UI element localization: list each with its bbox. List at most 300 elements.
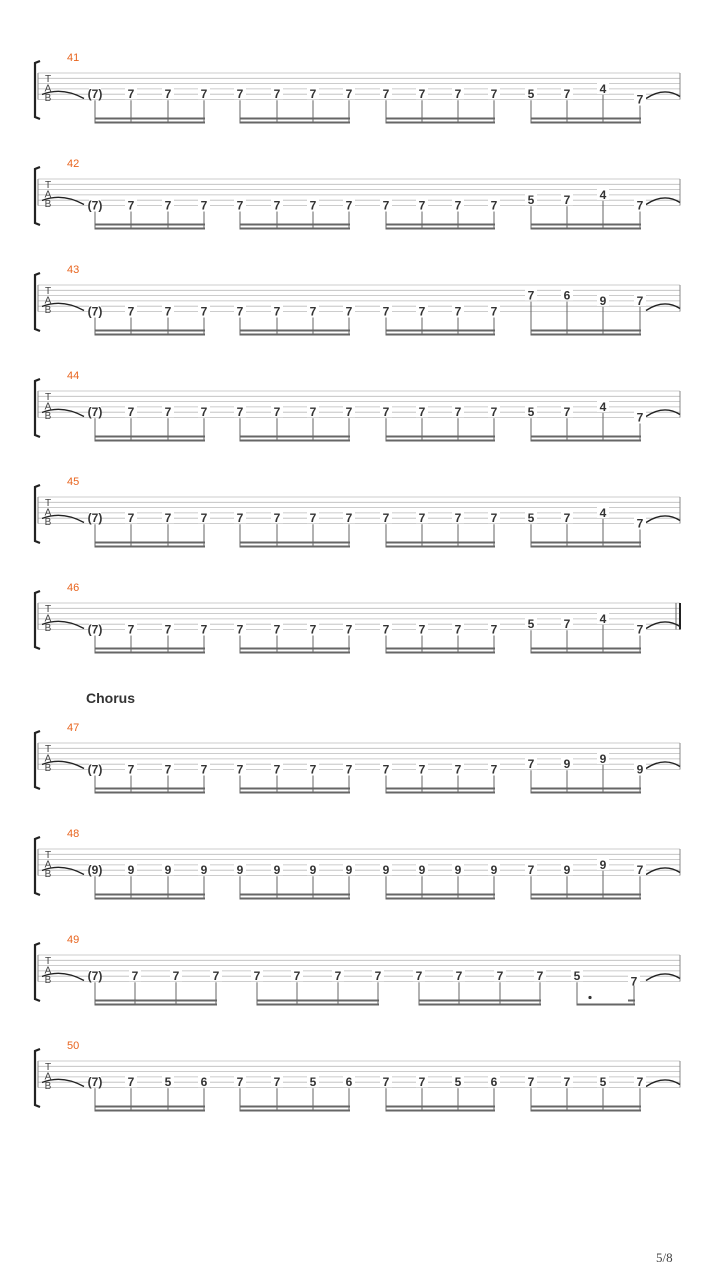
fret-number: 5	[573, 969, 581, 984]
fret-number: 5	[527, 511, 535, 526]
fret-number: 7	[490, 622, 498, 637]
fret-number: 7	[382, 304, 390, 319]
fret-number: 7	[127, 304, 135, 319]
fret-number: 7	[490, 198, 498, 213]
fret-number: 7	[636, 410, 644, 425]
fret-number: 7	[200, 622, 208, 637]
tie-out-arc	[646, 304, 680, 311]
tab-clef-letter: B	[44, 305, 52, 316]
tab-clef-letter: A	[44, 753, 52, 765]
fret-number: 9	[273, 863, 281, 878]
beam	[386, 652, 495, 654]
fret-number: 7	[563, 617, 571, 632]
fret-number: 7	[273, 622, 281, 637]
fret-number: 7	[127, 405, 135, 420]
beam	[531, 228, 641, 230]
fret-number: 6	[490, 1075, 498, 1090]
fret-number: 9	[454, 863, 462, 878]
beam	[531, 1106, 641, 1108]
beam	[240, 542, 350, 544]
fret-number: 7	[164, 511, 172, 526]
beam	[95, 330, 205, 332]
fret-number: 7	[636, 198, 644, 213]
fret-number: 5	[527, 617, 535, 632]
fret-number: 9	[490, 863, 498, 878]
beam	[95, 224, 205, 226]
fret-number: 7	[636, 863, 644, 878]
beam	[531, 542, 641, 544]
page-number: 5/8	[656, 1250, 673, 1265]
tab-clef-letter: T	[44, 74, 52, 85]
beam	[531, 224, 641, 226]
beam	[95, 1110, 205, 1112]
beam	[386, 122, 495, 124]
beam	[95, 122, 205, 124]
tab-system	[35, 476, 680, 548]
fret-number: 7	[418, 87, 426, 102]
beam	[240, 1106, 350, 1108]
beam	[240, 788, 350, 790]
tie-out-arc	[646, 516, 680, 523]
measure-number: 41	[67, 52, 80, 64]
tie-out-arc	[646, 92, 680, 99]
fret-number: 7	[345, 622, 353, 637]
beam	[95, 1106, 205, 1108]
fret-number: 7	[172, 969, 180, 984]
tab-clef-letter: B	[44, 411, 52, 422]
fret-number: 7	[345, 511, 353, 526]
tie-out-arc	[646, 1080, 680, 1087]
fret-number: 7	[127, 511, 135, 526]
fret-number: 4	[599, 399, 607, 414]
fret-number: 7	[382, 405, 390, 420]
fret-number: 9	[309, 863, 317, 878]
measure-number: 43	[67, 264, 80, 276]
fret-number: 7	[236, 622, 244, 637]
fret-number: 7	[382, 87, 390, 102]
fret-number: 7	[127, 1075, 135, 1090]
fret-number: 7	[490, 511, 498, 526]
fret-number: 7	[454, 511, 462, 526]
fret-number: 7	[164, 622, 172, 637]
beam	[240, 224, 350, 226]
fret-number: 7	[636, 622, 644, 637]
measure-number: 50	[67, 1040, 80, 1052]
tab-clef-letter: A	[44, 1071, 52, 1083]
fret-number: 7	[418, 304, 426, 319]
tab-clef-letter: A	[44, 613, 52, 625]
tie-out-arc	[646, 198, 680, 205]
fret-number: 7	[563, 1075, 571, 1090]
beam	[95, 894, 205, 896]
beam	[531, 436, 641, 438]
fret-number: 7	[418, 1075, 426, 1090]
fret-number: 7	[527, 863, 535, 878]
fret-number: 7	[563, 87, 571, 102]
fret-number: 9	[599, 857, 607, 872]
beam	[531, 440, 641, 442]
fret-number: 7	[636, 293, 644, 308]
rhythm-dot	[588, 996, 591, 999]
fret-number: 7	[490, 762, 498, 777]
fret-number: 7	[345, 304, 353, 319]
fret-number: 7	[236, 511, 244, 526]
beam	[531, 788, 641, 790]
fret-number: 6	[200, 1075, 208, 1090]
fret-number: 7	[309, 762, 317, 777]
fret-number: (7)	[87, 87, 103, 102]
fret-number: 7	[527, 757, 535, 772]
beam	[240, 440, 350, 442]
beam	[386, 1106, 495, 1108]
fret-number: 7	[454, 762, 462, 777]
measure-number: 44	[67, 370, 80, 382]
fret-number: 7	[127, 762, 135, 777]
fret-number: 7	[527, 1075, 535, 1090]
beam	[386, 546, 495, 548]
tab-clef-letter: A	[44, 507, 52, 519]
tab-clef-letter: T	[44, 604, 52, 615]
fret-number: 7	[563, 193, 571, 208]
tab-clef-letter: T	[44, 956, 52, 967]
fret-number: 5	[527, 87, 535, 102]
measure-number: 48	[67, 828, 80, 840]
tab-clef-letter: B	[44, 93, 52, 104]
beam	[386, 228, 495, 230]
fret-number: 7	[415, 969, 423, 984]
fret-number: 4	[599, 187, 607, 202]
tab-clef-letter: T	[44, 744, 52, 755]
fret-number: 7	[345, 87, 353, 102]
beam	[95, 788, 205, 790]
fret-number: 7	[273, 87, 281, 102]
fret-number: 7	[636, 516, 644, 531]
tab-clef-letter: A	[44, 189, 52, 201]
beam	[386, 440, 495, 442]
beam	[531, 1110, 641, 1112]
fret-number: 6	[345, 1075, 353, 1090]
fret-number: 7	[200, 87, 208, 102]
tab-clef-letter: A	[44, 401, 52, 413]
fret-number: 7	[164, 762, 172, 777]
beam	[240, 118, 350, 120]
beam	[240, 334, 350, 336]
fret-number: 7	[309, 622, 317, 637]
tab-system	[35, 934, 680, 1006]
beam	[386, 118, 495, 120]
beam	[95, 792, 205, 794]
beam	[386, 334, 495, 336]
tab-clef-letter: T	[44, 1062, 52, 1073]
beam	[240, 1110, 350, 1112]
fret-number: 7	[345, 198, 353, 213]
fret-number: 7	[273, 304, 281, 319]
fret-number: 7	[200, 762, 208, 777]
measure-number: 46	[67, 582, 80, 594]
fret-number: 5	[599, 1075, 607, 1090]
tab-clef-letter: T	[44, 498, 52, 509]
fret-number: 7	[454, 405, 462, 420]
fret-number: 7	[309, 511, 317, 526]
fret-number: 7	[334, 969, 342, 984]
fret-number: 7	[536, 969, 544, 984]
fret-number: 7	[418, 511, 426, 526]
fret-number: 9	[236, 863, 244, 878]
tab-system	[35, 264, 680, 336]
fret-number: (7)	[87, 304, 103, 319]
beam	[531, 648, 641, 650]
beam	[386, 792, 495, 794]
beam	[531, 122, 641, 124]
beam	[240, 898, 350, 900]
beam-hook	[628, 1000, 635, 1002]
fret-number: 7	[309, 198, 317, 213]
beam	[95, 334, 205, 336]
beam	[386, 894, 495, 896]
fret-number: 7	[273, 1075, 281, 1090]
fret-number: 4	[599, 611, 607, 626]
fret-number: (7)	[87, 405, 103, 420]
fret-number: 4	[599, 505, 607, 520]
fret-number: 9	[599, 751, 607, 766]
beam	[531, 894, 641, 896]
fret-number: 7	[636, 92, 644, 107]
fret-number: 7	[630, 974, 638, 989]
fret-number: 9	[563, 863, 571, 878]
fret-number: 7	[200, 405, 208, 420]
fret-number: 9	[164, 863, 172, 878]
fret-number: 7	[563, 405, 571, 420]
tie-out-arc	[646, 410, 680, 417]
tab-system	[35, 158, 680, 230]
tab-clef-letter: B	[44, 763, 52, 774]
tab-clef-letter: B	[44, 517, 52, 528]
fret-number: (7)	[87, 198, 103, 213]
beam	[386, 224, 495, 226]
fret-number: 9	[599, 293, 607, 308]
fret-number: (7)	[87, 1075, 103, 1090]
fret-number: 7	[253, 969, 261, 984]
beam	[531, 898, 641, 900]
fret-number: 7	[236, 405, 244, 420]
fret-number: 7	[236, 762, 244, 777]
fret-number: 7	[164, 405, 172, 420]
beam	[95, 118, 205, 120]
fret-number: 4	[599, 81, 607, 96]
tab-clef-letter: B	[44, 199, 52, 210]
beam	[386, 436, 495, 438]
tab-system	[35, 370, 680, 442]
fret-number: (7)	[87, 762, 103, 777]
fret-number: 7	[382, 622, 390, 637]
measure-number: 49	[67, 934, 80, 946]
beam	[577, 1004, 635, 1006]
beam	[386, 330, 495, 332]
tab-system	[35, 828, 680, 900]
tab-system	[35, 582, 680, 654]
tab-clef-letter: B	[44, 869, 52, 880]
fret-number: 7	[127, 87, 135, 102]
fret-number: 7	[273, 405, 281, 420]
beam	[531, 792, 641, 794]
measure-number: 47	[67, 722, 80, 734]
beam	[386, 1110, 495, 1112]
fret-number: 7	[212, 969, 220, 984]
fret-number: 7	[127, 622, 135, 637]
fret-number: (9)	[87, 863, 103, 878]
beam	[240, 648, 350, 650]
beam	[240, 792, 350, 794]
fret-number: 7	[454, 622, 462, 637]
beam	[95, 648, 205, 650]
beam	[419, 1000, 541, 1002]
beam	[531, 334, 641, 336]
tab-clef-letter: T	[44, 180, 52, 191]
fret-number: 7	[455, 969, 463, 984]
fret-number: 7	[490, 304, 498, 319]
tie-out-arc	[646, 868, 680, 875]
fret-number: 7	[454, 304, 462, 319]
fret-number: 7	[382, 762, 390, 777]
beam	[95, 542, 205, 544]
beam	[95, 898, 205, 900]
fret-number: 7	[293, 969, 301, 984]
fret-number: 7	[418, 622, 426, 637]
fret-number: 9	[345, 863, 353, 878]
fret-number: 7	[527, 288, 535, 303]
fret-number: 7	[490, 405, 498, 420]
beam	[240, 894, 350, 896]
fret-number: 7	[309, 87, 317, 102]
fret-number: 7	[131, 969, 139, 984]
fret-number: 7	[236, 198, 244, 213]
fret-number: 5	[309, 1075, 317, 1090]
beam	[257, 1004, 379, 1006]
beam	[240, 436, 350, 438]
fret-number: 7	[563, 511, 571, 526]
tie-out-arc	[646, 974, 680, 981]
tab-clef-letter: A	[44, 83, 52, 95]
beam	[95, 652, 205, 654]
beam	[531, 652, 641, 654]
fret-number: 5	[454, 1075, 462, 1090]
beam	[386, 648, 495, 650]
fret-number: 7	[273, 198, 281, 213]
beam	[240, 122, 350, 124]
tab-clef-letter: A	[44, 295, 52, 307]
fret-number: 9	[382, 863, 390, 878]
tab-system	[35, 52, 680, 124]
fret-number: 7	[636, 1075, 644, 1090]
beam	[240, 228, 350, 230]
beam	[386, 898, 495, 900]
fret-number: 7	[236, 304, 244, 319]
fret-number: 7	[418, 762, 426, 777]
fret-number: 7	[236, 1075, 244, 1090]
fret-number: 7	[382, 511, 390, 526]
section-label-chorus: Chorus	[86, 690, 135, 706]
beam	[95, 440, 205, 442]
measure-number: 45	[67, 476, 80, 488]
fret-number: 7	[200, 304, 208, 319]
fret-number: 9	[563, 757, 571, 772]
fret-number: 5	[527, 405, 535, 420]
fret-number: 7	[127, 198, 135, 213]
beam	[386, 542, 495, 544]
tab-clef-letter: B	[44, 623, 52, 634]
tab-clef-letter: B	[44, 975, 52, 986]
fret-number: 9	[636, 762, 644, 777]
fret-number: 5	[527, 193, 535, 208]
tab-clef-letter: A	[44, 859, 52, 871]
fret-number: 9	[127, 863, 135, 878]
tab-clef-letter: B	[44, 1081, 52, 1092]
fret-number: 5	[164, 1075, 172, 1090]
fret-number: 7	[273, 511, 281, 526]
beam	[419, 1004, 541, 1006]
beam	[531, 546, 641, 548]
tie-out-arc	[646, 622, 680, 629]
fret-number: 7	[418, 405, 426, 420]
fret-number: 7	[236, 87, 244, 102]
fret-number: (7)	[87, 622, 103, 637]
fret-number: 7	[273, 762, 281, 777]
beam	[531, 118, 641, 120]
beam	[95, 1004, 217, 1006]
fret-number: 7	[200, 511, 208, 526]
fret-number: 7	[382, 198, 390, 213]
beam	[240, 330, 350, 332]
beam	[531, 330, 641, 332]
fret-number: 7	[309, 405, 317, 420]
fret-number: 7	[374, 969, 382, 984]
fret-number: 7	[309, 304, 317, 319]
fret-number: 7	[345, 762, 353, 777]
tab-clef-letter: T	[44, 850, 52, 861]
tab-system	[35, 1040, 680, 1112]
tie-out-arc	[646, 762, 680, 769]
tab-clef-letter: A	[44, 965, 52, 977]
fret-number: 6	[563, 288, 571, 303]
beam	[95, 436, 205, 438]
fret-number: 7	[164, 87, 172, 102]
tab-system	[35, 722, 680, 794]
fret-number: 9	[200, 863, 208, 878]
measure-number: 42	[67, 158, 80, 170]
fret-number: 7	[490, 87, 498, 102]
tab-clef-letter: T	[44, 392, 52, 403]
fret-number: 7	[418, 198, 426, 213]
beam	[386, 788, 495, 790]
beam	[95, 228, 205, 230]
fret-number: 7	[200, 198, 208, 213]
beam	[95, 1000, 217, 1002]
tab-clef-letter: T	[44, 286, 52, 297]
fret-number: 7	[164, 198, 172, 213]
fret-number: 7	[454, 87, 462, 102]
fret-number: 7	[454, 198, 462, 213]
fret-number: (7)	[87, 969, 103, 984]
fret-number: 7	[164, 304, 172, 319]
beam	[240, 546, 350, 548]
beam	[257, 1000, 379, 1002]
fret-number: 9	[418, 863, 426, 878]
fret-number: 7	[382, 1075, 390, 1090]
beam	[240, 652, 350, 654]
fret-number: (7)	[87, 511, 103, 526]
beam	[95, 546, 205, 548]
fret-number: 7	[496, 969, 504, 984]
